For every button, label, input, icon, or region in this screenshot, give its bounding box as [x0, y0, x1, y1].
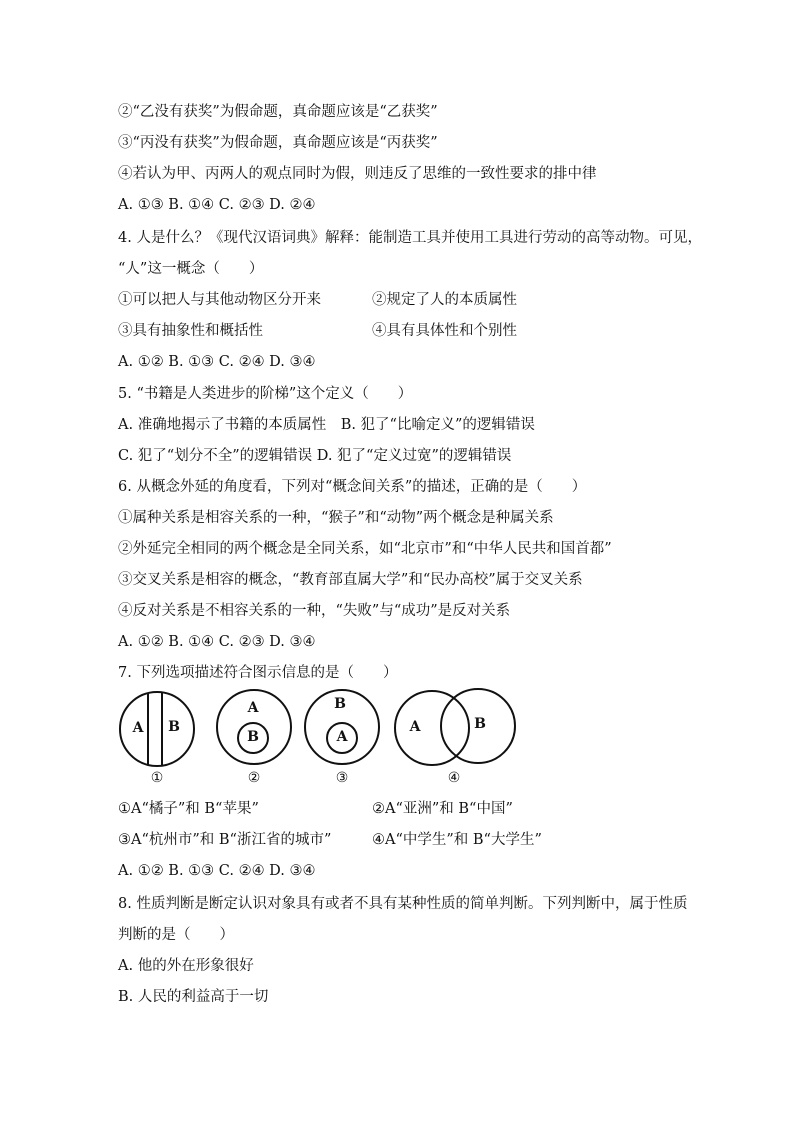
diagram-4-label-b: B	[474, 716, 486, 732]
answer-options: A. ①② B. ①③ C. ②④ D. ③④	[118, 863, 316, 879]
text-line: 判断的是（ ）	[118, 927, 234, 943]
text-line: “人”这一概念（ ）	[118, 261, 264, 277]
question-7: 7. 下列选项描述符合图示信息的是（ ）	[118, 665, 398, 681]
answer-options: A. ①② B. ①④ C. ②③ D. ③④	[118, 634, 316, 650]
question-8: 8. 性质判断是断定认识对象具有或者不具有某种性质的简单判断。下列判断中，属于性质	[118, 896, 688, 912]
statement: ④A“中学生”和 B“大学生”	[372, 832, 542, 848]
statement: ④反对关系是不相容关系的一种，“失败”与“成功”是反对关系	[118, 603, 511, 619]
statement: ②A“亚洲”和 B“中国”	[372, 801, 513, 817]
diagram-1-label-b: B	[168, 719, 180, 735]
answer-option: A. 他的外在形象很好	[118, 958, 254, 974]
statement: ①属种关系是相容关系的一种，“猴子”和“动物”两个概念是种属关系	[118, 510, 554, 526]
diagram-2-label-inner: B	[247, 729, 259, 745]
statement: ④具有具体性和个别性	[372, 323, 517, 339]
question-6: 6. 从概念外延的角度看，下列对“概念间关系”的描述，正确的是（ ）	[118, 479, 587, 495]
diagram-1-caption: ①	[150, 770, 164, 786]
question-4: 4. 人是什么？《现代汉语词典》解释：能制造工具并使用工具进行劳动的高等动物。可见，	[118, 230, 702, 246]
statement: ③具有抽象性和概括性	[118, 323, 263, 339]
statement: ①A“橘子”和 B“苹果”	[118, 801, 259, 817]
answer-options: A. 准确地揭示了书籍的本质属性 B. 犯了“比喻定义”的逻辑错误	[118, 417, 535, 433]
diagram-3-label-outer: B	[334, 696, 346, 712]
answer-options: A. ①③ B. ①④ C. ②③ D. ②④	[118, 197, 316, 213]
statement: ①可以把人与其他动物区分开来	[118, 292, 321, 308]
text-line: ④若认为甲、丙两人的观点同时为假，则违反了思维的一致性要求的排中律	[118, 166, 597, 182]
diagram-2-label-outer: A	[247, 700, 259, 716]
diagram-1-label-a: A	[132, 720, 144, 736]
diagram-3-caption: ③	[335, 770, 349, 786]
answer-options: A. ①② B. ①③ C. ②④ D. ③④	[118, 354, 316, 370]
text-line: ③“丙没有获奖”为假命题，真命题应该是“丙获奖”	[118, 135, 438, 151]
question-5: 5. “书籍是人类进步的阶梯”这个定义（ ）	[118, 386, 413, 402]
diagram-3-label-inner: A	[336, 729, 348, 745]
diagram-4-caption: ④	[447, 770, 461, 786]
statement: ②规定了人的本质属性	[372, 292, 517, 308]
statement: ②外延完全相同的两个概念是全同关系，如“北京市”和“中华人民共和国首都”	[118, 541, 612, 557]
diagram-2-caption: ②	[247, 770, 261, 786]
answer-options: C. 犯了“划分不全”的逻辑错误 D. 犯了“定义过宽”的逻辑错误	[118, 448, 512, 464]
statement: ③交叉关系是相容的概念，“教育部直属大学”和“民办高校”属于交叉关系	[118, 572, 583, 588]
text-line: ②“乙没有获奖”为假命题，真命题应该是“乙获奖”	[118, 104, 438, 120]
diagram-4-label-a: A	[409, 719, 421, 735]
statement: ③A“杭州市”和 B“浙江省的城市”	[118, 832, 332, 848]
answer-option: B. 人民的利益高于一切	[118, 989, 269, 1005]
